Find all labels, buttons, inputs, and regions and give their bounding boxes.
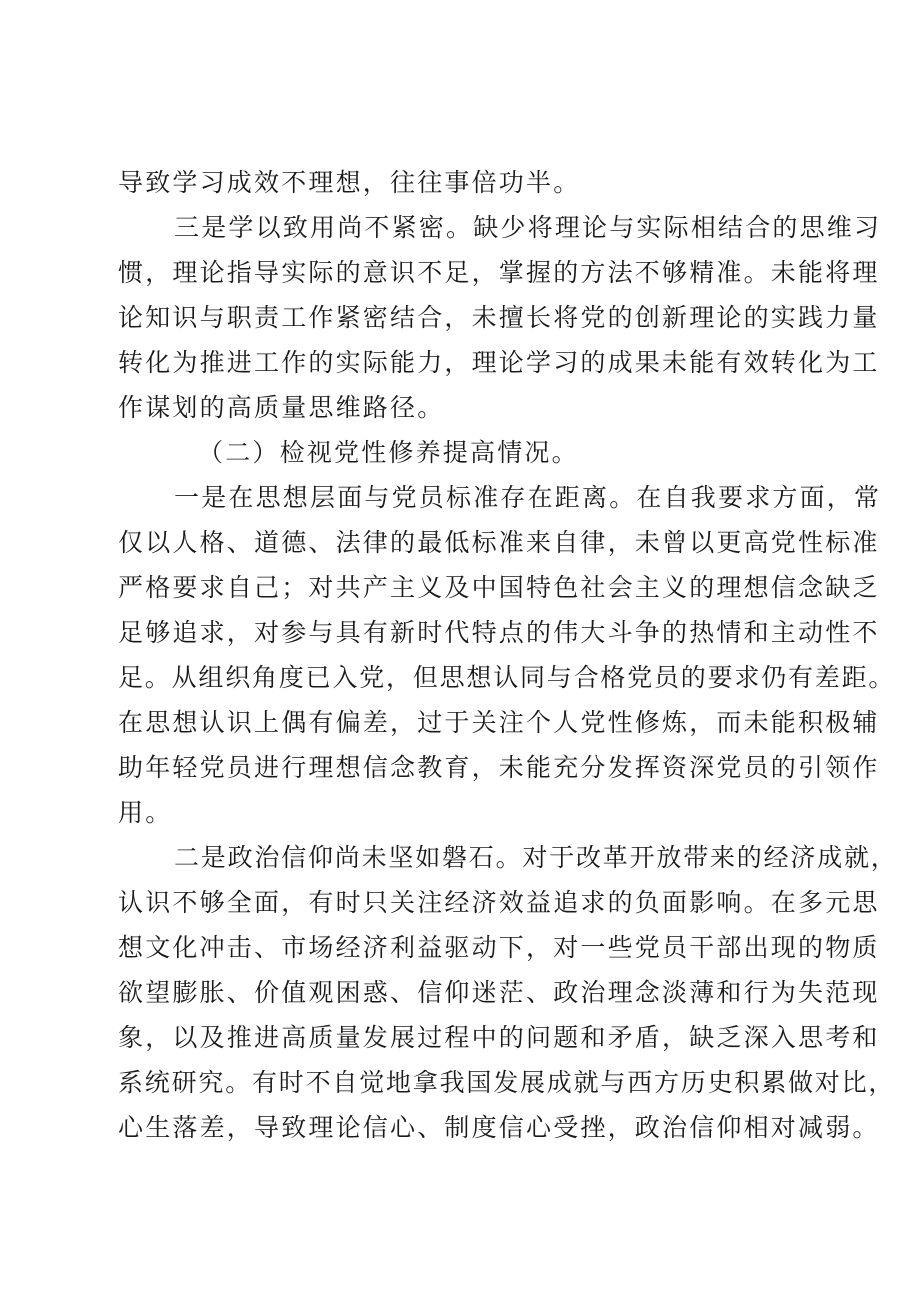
paragraph-line: 三是学以致用尚不紧密。缺少将理论与实际相结合的思维习 — [174, 213, 882, 242]
paragraph-line: 系统研究。有时不自觉地拿我国发展成就与西方历史积累做对比， — [118, 1068, 896, 1097]
paragraph-line: 在思想认识上偶有偏差，过于关注个人党性修炼，而未能积极辅 — [118, 708, 880, 737]
paragraph-line: 象，以及推进高质量发展过程中的问题和矛盾，缺乏深入思考和 — [118, 1023, 880, 1052]
paragraph-line: 用。 — [118, 798, 173, 827]
paragraph-line: 转化为推进工作的实际能力，理论学习的成果未能有效转化为工 — [118, 348, 880, 377]
paragraph-line: 严格要求自己；对共产主义及中国特色社会主义的理想信念缺乏 — [118, 573, 880, 602]
paragraph-line: 心生落差，导致理论信心、制度信心受挫，政治信仰相对减弱。 — [118, 1113, 880, 1142]
paragraph-line: 足。从组织角度已入党，但思想认同与合格党员的要求仍有差距。 — [118, 663, 896, 692]
paragraph-line: 二是政治信仰尚未坚如磐石。对于改革开放带来的经济成就， — [174, 843, 898, 872]
paragraph-line: 欲望膨胀、价值观困惑、信仰迷茫、政治理念淡薄和行为失范现 — [118, 978, 880, 1007]
paragraph-line: 认识不够全面，有时只关注经济效益追求的负面影响。在多元思 — [118, 888, 880, 917]
paragraph-line: 惯，理论指导实际的意识不足，掌握的方法不够精准。未能将理 — [118, 258, 880, 287]
paragraph-line: 助年轻党员进行理想信念教育，未能充分发挥资深党员的引领作 — [118, 753, 880, 782]
paragraph-line: 作谋划的高质量思维路径。 — [118, 393, 445, 422]
section-heading: （二）检视党性修养提高情况。 — [198, 438, 579, 467]
paragraph-line: 想文化冲击、市场经济利益驱动下，对一些党员干部出现的物质 — [118, 933, 880, 962]
paragraph-line: 仅以人格、道德、法律的最低标准来自律，未曾以更高党性标准 — [118, 528, 880, 557]
paragraph-line: 论知识与职责工作紧密结合，未擅长将党的创新理论的实践力量 — [118, 303, 880, 332]
paragraph-line: 足够追求，对参与具有新时代特点的伟大斗争的热情和主动性不 — [118, 618, 880, 647]
paragraph-line: 导致学习成效不理想，往往事倍功半。 — [118, 168, 581, 197]
paragraph-line: 一是在思想层面与党员标准存在距离。在自我要求方面，常 — [174, 483, 882, 512]
